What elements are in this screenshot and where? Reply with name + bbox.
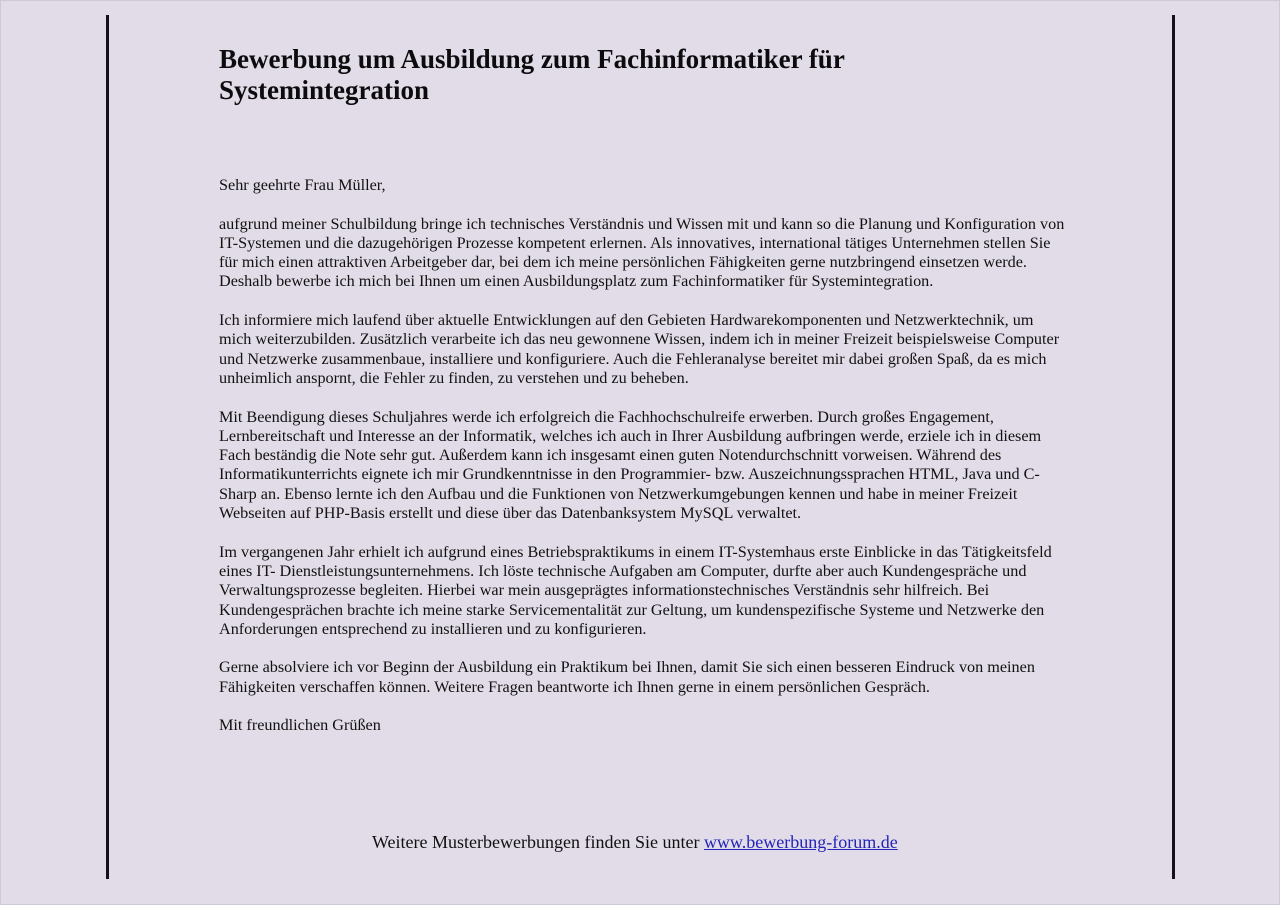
right-margin-rule xyxy=(1172,15,1175,879)
paragraph-closing-request: Gerne absolviere ich vor Beginn der Ausbildung ein Praktikum bei Ihnen, damit Sie sich einen besseren Eindruck von meinen Fähigkeiten verschaffen können. Weitere Fragen beantworte ich Ihnen gerne in einem persönlichen Gespräch. xyxy=(219,658,1035,696)
footer-line xyxy=(372,831,898,853)
closing-greeting: Mit freundlichen Grüßen xyxy=(219,716,381,735)
letter-body xyxy=(219,176,1069,755)
footer-link[interactable]: www.bewerbung-forum.de xyxy=(703,832,898,852)
salutation: Sehr geehrte Frau Müller, xyxy=(219,176,386,194)
left-margin-rule xyxy=(106,15,109,879)
paragraph-experience: Im vergangenen Jahr erhielt ich aufgrund eines Betriebspraktikums in einem IT-Systemhaus erste Einblicke in das Tätigkeitsfeld eines IT- Dienstleistungsunternehmens. Ich löste technische Aufgaben am Computer, durfte aber auch Kundengespräche und Verwaltungsprozesse begleiten. Hierbei war mein ausgeprägtes informationstechnisches Verständnis sehr hilfreich. Bei Kundengesprächen brachte ich meine starke Servicementalität zur Geltung, um kundenspezifische Systeme und Netzwerke den Anforderungen entsprechend zu installieren und zu konfigurieren. xyxy=(219,542,1052,638)
document-title: Bewerbung um Ausbildung zum Fachinformatiker für Systemintegration xyxy=(219,44,845,105)
footer-text: Weitere Musterbewerbungen finden Sie unter xyxy=(372,832,704,852)
paragraph-motivation: aufgrund meiner Schulbildung bringe ich technisches Verständnis und Wissen mit und kann so die Planung und Konfiguration von IT-Systemen und die dazugehörigen Prozesse kompetent erlernen. Als innovatives, international tätiges Unternehmen stellen Sie für mich einen attraktiven Arbeitgeber dar, bei dem ich meine persönlichen Fähigkeiten gerne nutzbringend einsetzen werde. Deshalb bewerbe ich mich bei Ihnen um einen Ausbildungsplatz zum Fachinformatiker für Systemintegration. xyxy=(219,214,1065,291)
paragraph-education: Mit Beendigung dieses Schuljahres werde ich erfolgreich die Fachhochschulreife erwerben. Durch großes Engagement, Lernbereitschaft und Interesse an der Informatik, welches ich auch in Ihrer Ausbildung aufbringen werde, erziele ich in diesem Fach beständig die Note sehr gut. Außerdem kann ich insgesamt einen guten Notendurchschnitt vorweisen. Während des Informatikunterrichts eignete ich mir Grundkenntnisse in den Programmier- bzw. Auszeichnungssprachen HTML, Java und C-Sharp an. Ebenso lernte ich den Aufbau und die Funktionen von Netzwerkumgebungen kennen und habe in meiner Freizeit Webseiten auf PHP-Basis erstellt und diese über das Datenbanksystem MySQL verwaltet. xyxy=(219,407,1042,523)
paragraph-interests: Ich informiere mich laufend über aktuelle Entwicklungen auf den Gebieten Hardwarekomponenten und Netzwerktechnik, um mich weiterzubilden. Zusätzlich verarbeite ich das neu gewonnene Wissen, indem ich in meiner Freizeit beispielsweise Computer und Netzwerke zusammenbaue, installiere und konfiguriere. Auch die Fehleranalyse bereitet mir dabei großen Spaß, da es mich unheimlich anspornt, die Fehler zu finden, zu verstehen und zu beheben. xyxy=(219,311,1060,387)
